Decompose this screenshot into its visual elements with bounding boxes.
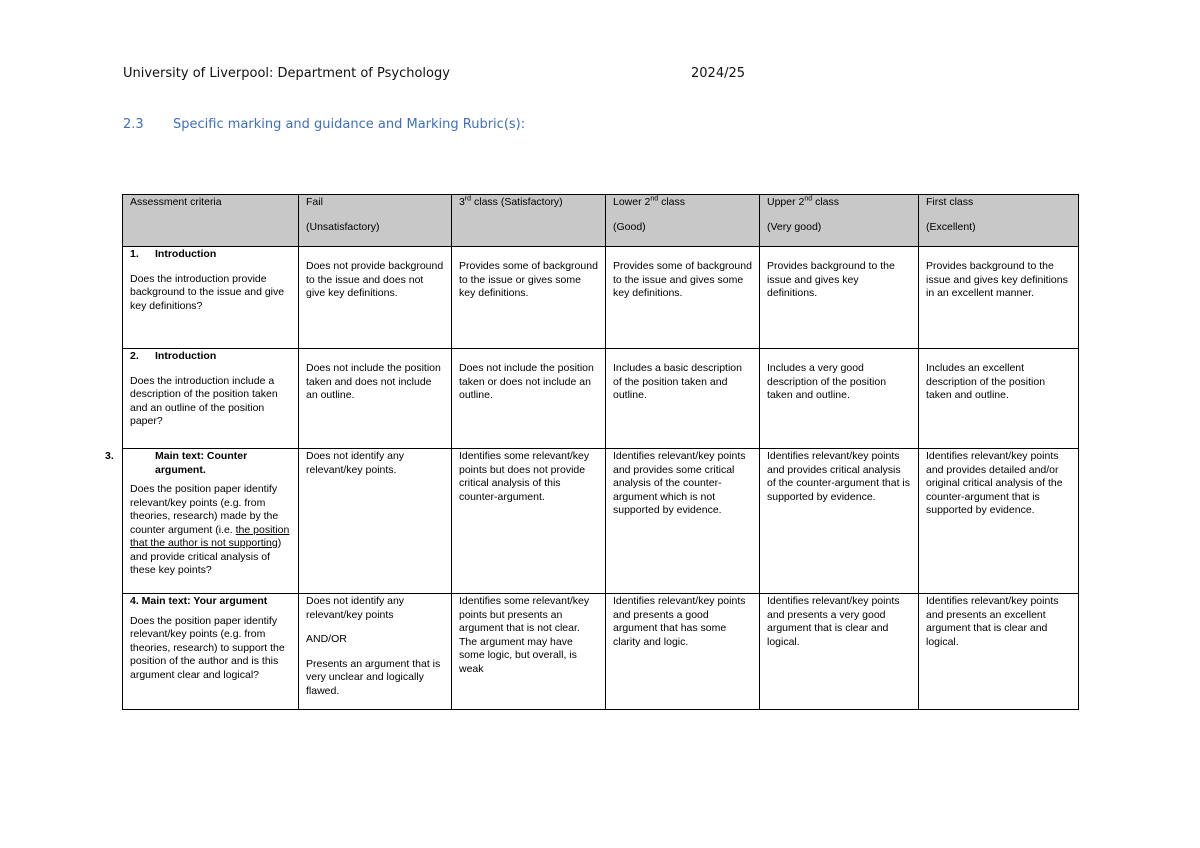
academic-year: 2024/25	[691, 66, 746, 81]
descriptor-cell: Does not identify any relevant/key points.	[299, 449, 452, 594]
criterion-cell: 3. Main text: Counter argument. Does the position paper identify relevant/key points (e.g. from theories, research) made by the counter argument (i.e. the position that the author is not supporting) and provide critical analysis of these key points?	[123, 449, 299, 594]
descriptor-cell: Does not include the position taken or does not include an outline.	[452, 349, 606, 449]
descriptor-cell: Identifies relevant/key points and provides detailed and/or original critical analysis of the counter-argument that is supported by evidence.	[919, 449, 1079, 594]
criterion-cell: 1. Introduction Does the introduction provide background to the issue and give key definitions?	[123, 247, 299, 349]
column-header-criteria: Assessment criteria	[123, 195, 299, 247]
column-header-lower-second: Lower 2nd class (Good)	[606, 195, 760, 247]
criterion-cell: 2. Introduction Does the introduction include a description of the position taken and an outline of the position paper?	[123, 349, 299, 449]
criterion-cell: 4. Main text: Your argument Does the position paper identify relevant/key points (e.g. from theories, research) to support the position of the author and is this argument clear and logical?	[123, 594, 299, 710]
table-row	[123, 247, 1079, 349]
descriptor-cell: Identifies relevant/key points and presents a good argument that has some clarity and logic.	[606, 594, 760, 710]
descriptor-cell: Identifies some relevant/key points but presents an argument that is not clear. The argument may have some logic, but overall, is weak	[452, 594, 606, 710]
descriptor-cell: Does not include the position taken and does not include an outline.	[299, 349, 452, 449]
column-header-first-class: First class (Excellent)	[919, 195, 1079, 247]
column-header-upper-second: Upper 2nd class (Very good)	[760, 195, 919, 247]
table-row	[123, 449, 1079, 594]
table-row	[123, 349, 1079, 449]
descriptor-cell: Provides some of background to the issue or gives some key definitions.	[452, 247, 606, 349]
column-header-fail: Fail (Unsatisfactory)	[299, 195, 452, 247]
descriptor-cell: Provides some of background to the issue and gives some key definitions.	[606, 247, 760, 349]
descriptor-cell: Identifies relevant/key points and provides critical analysis of the counter-argument that is supported by evidence.	[760, 449, 919, 594]
descriptor-cell: Identifies relevant/key points and provides some critical analysis of the counter-argument which is not supported by evidence.	[606, 449, 760, 594]
descriptor-cell: Does not provide background to the issue and does not give key definitions.	[299, 247, 452, 349]
descriptor-cell: Does not identify any relevant/key points AND/OR Presents an argument that is very unclear and logically flawed.	[299, 594, 452, 710]
descriptor-cell: Includes an excellent description of the position taken and outline.	[919, 349, 1079, 449]
descriptor-cell: Includes a very good description of the position taken and outline.	[760, 349, 919, 449]
descriptor-cell: Provides background to the issue and gives key definitions.	[760, 247, 919, 349]
section-title: Specific marking and guidance and Marking Rubric(s):	[173, 117, 526, 132]
marking-rubric-table	[105, 194, 1079, 710]
descriptor-cell: Identifies relevant/key points and presents an excellent argument that is clear and logical.	[919, 594, 1079, 710]
descriptor-cell: Identifies relevant/key points and presents a very good argument that is clear and logical.	[760, 594, 919, 710]
section-number: 2.3	[123, 117, 144, 132]
descriptor-cell: Provides background to the issue and gives key definitions in an excellent manner.	[919, 247, 1079, 349]
table-header-row	[123, 195, 1079, 247]
section-heading	[123, 117, 525, 132]
descriptor-cell: Identifies some relevant/key points but does not provide critical analysis of this counter-argument.	[452, 449, 606, 594]
institution-name: University of Liverpool: Department of Psychology	[123, 66, 450, 81]
descriptor-cell: Includes a basic description of the position taken and outline.	[606, 349, 760, 449]
column-header-third-class: 3rd class (Satisfactory)	[452, 195, 606, 247]
page-header	[123, 66, 746, 81]
table-row	[123, 594, 1079, 710]
